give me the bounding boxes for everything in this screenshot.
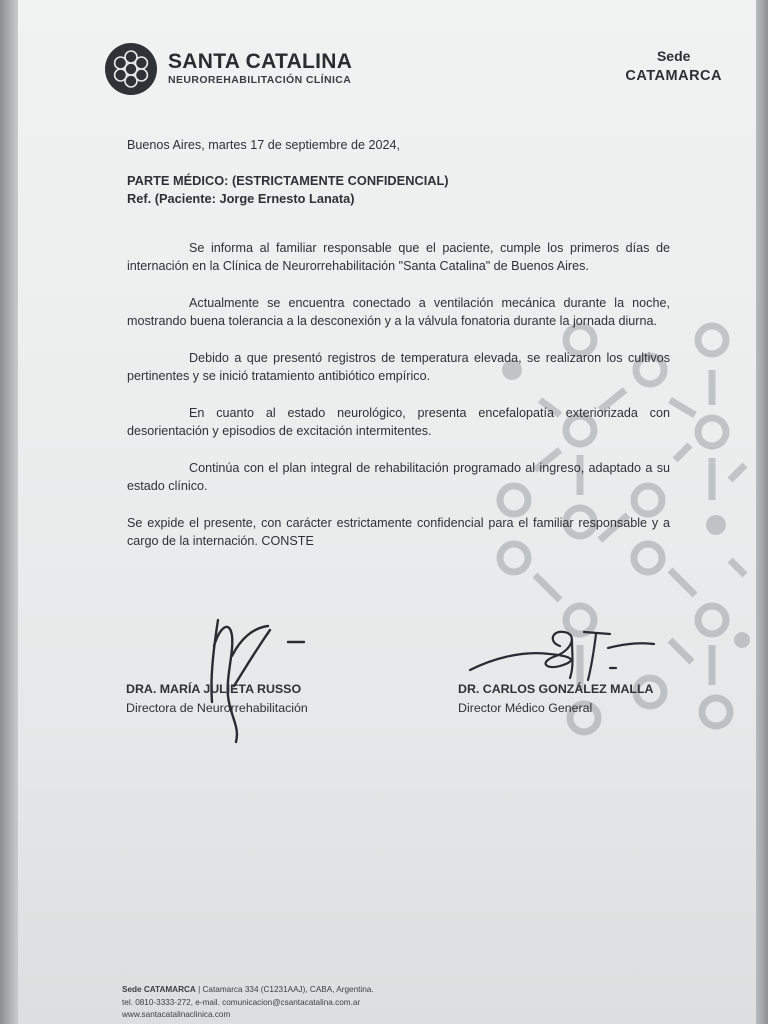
signatory-right bbox=[458, 680, 653, 718]
clinic-subtitle: NEUROREHABILITACIÓN CLÍNICA bbox=[168, 74, 352, 86]
clinic-emblem-icon bbox=[104, 42, 158, 96]
clinic-name: SANTA CATALINA bbox=[168, 50, 353, 73]
reference-line: Ref. (Paciente: Jorge Ernesto Lanata) bbox=[127, 191, 355, 206]
sede-name: CATAMARCA bbox=[625, 68, 722, 84]
signatory-left-name: DRA. MARÍA JULIETA RUSSO bbox=[126, 682, 302, 696]
sede-label-block bbox=[625, 46, 722, 86]
signatory-right-name: DR. CARLOS GONZÁLEZ MALLA bbox=[458, 682, 654, 696]
paragraph: Actualmente se encuentra conectado a ventilación mecánica durante la noche, mostrando buena tolerancia a la desconexión y a la válvula fonatoria durante la jornada diurna. bbox=[127, 295, 670, 328]
date-line: Buenos Aires, martes 17 de septiembre de 2024, bbox=[127, 138, 401, 152]
paragraph: Continúa con el plan integral de rehabilitación programado al ingreso, adaptado a su estado clínico. bbox=[127, 460, 670, 493]
sede-label: Sede bbox=[656, 48, 691, 64]
letter-body bbox=[110, 136, 670, 551]
footer-website: www.santacatalinaclinica.com bbox=[122, 1010, 231, 1019]
signatory-right-title: Director Médico General bbox=[458, 701, 593, 715]
closing-paragraph: Se expide el presente, con carácter estrictamente confidencial para el familiar responsable y a cargo de la internación. CONSTE bbox=[127, 515, 670, 548]
paragraph: Se informa al familiar responsable que el paciente, cumple los primeros días de internación en la Clínica de Neurorrehabilitación "Santa Catalina" de Buenos Aires. bbox=[127, 240, 670, 273]
subject-block bbox=[127, 172, 670, 209]
footer-sede: Sede CATAMARCA bbox=[122, 985, 196, 994]
subject-line: PARTE MÉDICO: (ESTRICTAMENTE CONFIDENCIAL) bbox=[127, 172, 449, 188]
paragraph: Debido a que presentó registros de temperatura elevada, se realizaron los cultivos pertinentes y se inició tratamiento antibiótico empírico. bbox=[127, 350, 670, 383]
signatory-left-title: Directora de Neurorrehabilitación bbox=[126, 701, 308, 715]
footer-address-line bbox=[122, 984, 374, 997]
clinic-logo bbox=[104, 42, 352, 96]
footer-contact-line: tel. 0810-3333-272, e-mail. comunicacion@csantacatalina.com.ar bbox=[122, 997, 361, 1007]
letter-footer bbox=[122, 984, 374, 1022]
signatory-left bbox=[126, 680, 308, 718]
signature-left bbox=[196, 606, 316, 746]
footer-address: | Catamarca 334 (C1231AAJ), CABA, Argentina. bbox=[195, 985, 374, 994]
background-edge-left bbox=[0, 0, 18, 1024]
paragraph: En cuanto al estado neurológico, presenta encefalopatía exteriorizada con desorientación y episodios de excitación intermitentes. bbox=[127, 405, 670, 438]
